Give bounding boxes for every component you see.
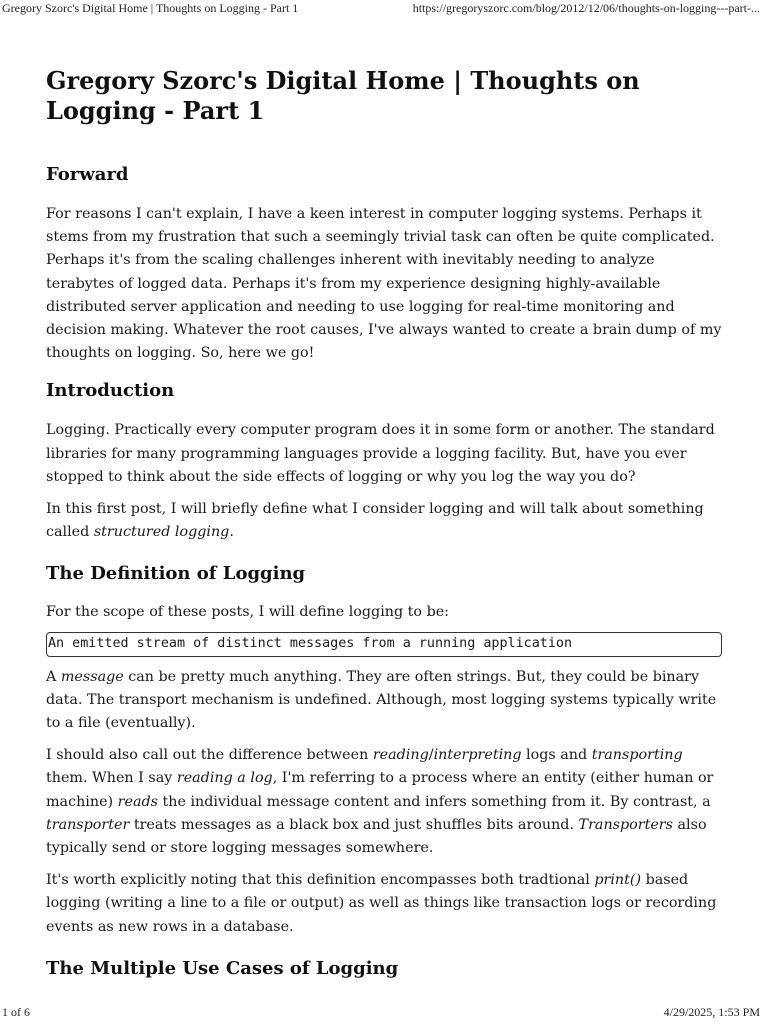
print-header-title: Gregory Szorc's Digital Home | Thoughts on Logging - Part 1: [2, 1, 299, 15]
paragraph-intro-1: Logging. Practically every computer program does it in some form or another. The standard libraries for many programming languages provide a logging facility. But, have you ever stopped to think about the side effects of logging or why you log the way you do?: [46, 422, 715, 485]
emphasis: transporting: [591, 747, 683, 764]
paragraph-intro-2: [46, 498, 722, 544]
emphasis: reading a log: [176, 770, 273, 787]
paragraph-definition-4: [46, 869, 722, 939]
text-run: I should also call out the difference between: [46, 747, 373, 764]
paragraph-definition-2: [46, 666, 722, 736]
text-run: A: [46, 668, 61, 685]
emphasis: reading: [372, 747, 429, 764]
page-number: 1 of 6: [2, 1005, 30, 1019]
text-run: treats messages as a black box and just shuffles bits around.: [129, 816, 579, 833]
text-run: based logging (writing a line to a file or output) as well as things like transaction logs or recording events as new rows in a database.: [46, 872, 717, 935]
text-run: It's worth explicitly noting that this definition encompasses both tradtional: [46, 872, 595, 889]
print-footer: [0, 1004, 768, 1024]
text-run: can be pretty much anything. They are often strings. But, they could be binary data. The transport mechanism is undefined. Although, most logging systems typically write to a file (eventually).: [46, 668, 717, 732]
heading-introduction: Introduction: [46, 380, 175, 402]
heading-definition: The Definition of Logging: [46, 563, 306, 585]
text-run: also typically send or store logging messages somewhere.: [46, 816, 707, 857]
code-block: An emitted stream of distinct messages from a running application: [46, 632, 722, 657]
heading-use-cases: The Multiple Use Cases of Logging: [46, 957, 399, 979]
paragraph-definition-1: For the scope of these posts, I will define logging to be:: [46, 604, 450, 621]
text-run: , I'm referring to a process where an entity (either human or machine): [46, 770, 714, 810]
paragraph-definition-3: [46, 744, 722, 860]
text-run: In this first post, I will briefly define what I consider logging and will talk about something called: [46, 501, 704, 541]
heading-forward: Forward: [46, 164, 129, 185]
emphasis: reads: [117, 793, 158, 810]
print-datetime: 4/29/2025, 1:53 PM: [663, 1005, 760, 1019]
emphasis-print: print(): [594, 872, 642, 889]
text-run: .: [229, 524, 234, 541]
print-header: [0, 0, 768, 20]
emphasis-structured-logging: structured logging: [93, 524, 230, 541]
paragraph-forward: For reasons I can't explain, I have a keen interest in computer logging systems. Perhaps it stems from my frustration that such a seemingly trivial task can often be quite complicated. Perhaps it's from the scaling challenges inherent with inevitably needing to analyze terabytes of logged data. Perhaps it's from my experience designing highly-available distributed server application and needing to use logging for real-time monitoring and decision making. Whatever the root causes, I've always wanted to create a brain dump of my thoughts on logging. So, here we go!: [46, 206, 722, 362]
text-run: them. When I say: [46, 770, 177, 787]
page-title: Gregory Szorc's Digital Home | Thoughts on Logging - Part 1: [46, 66, 640, 125]
emphasis: Transporters: [578, 816, 673, 833]
article: [46, 66, 722, 980]
text-run: /: [428, 747, 434, 764]
print-header-url[interactable]: https://gregoryszorc.com/blog/2012/12/06/thoughts-on-logging---part-...: [412, 1, 760, 15]
text-run: logs and: [521, 747, 592, 764]
emphasis: interpreting: [433, 747, 522, 764]
emphasis: message: [60, 668, 124, 685]
emphasis: transporter: [46, 816, 130, 833]
text-run: the individual message content and infers something from it. By contrast, a: [157, 793, 711, 810]
